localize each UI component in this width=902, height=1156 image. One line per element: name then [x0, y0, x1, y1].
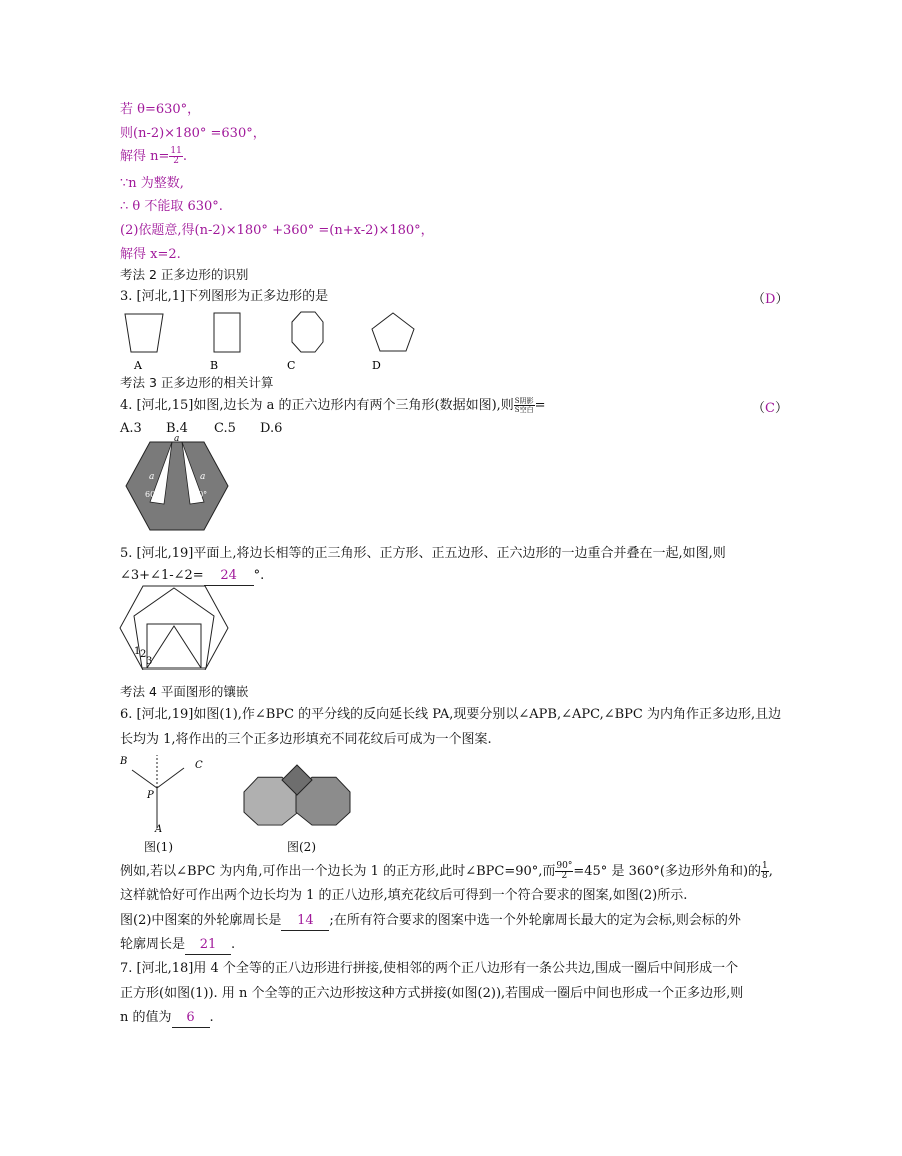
- solution-line-3: 解得 n= $\frac{11}{2}$ .: [120, 146, 187, 166]
- trapezoid-shape: [125, 314, 163, 352]
- shaded-hexagon: [126, 442, 228, 530]
- question-3-answer: （D）: [752, 292, 789, 307]
- question-4-answer: （C）: [752, 401, 788, 416]
- answer-blank-q6-1: 14: [281, 912, 329, 931]
- rectangle-shape: [214, 313, 240, 352]
- question-6-line-3: 例如,若以∠BPC 为内角,可作出一个边长为 1 的正方形,此时∠BPC=90°,而 $\frac{90^\circ}{2}$ =45° 是 360°(多边形外角和)的 $\frac{1}{8}$ ,: [120, 861, 773, 881]
- triangle-outline: [147, 626, 201, 668]
- solution-line-6: (2)依题意,得(n-2)×180° +360° =(n+x-2)×180°，: [120, 223, 434, 238]
- angle-label-2: 2: [140, 649, 147, 660]
- point-label-P: P: [147, 790, 154, 801]
- answer-blank-q5: 24: [204, 567, 254, 586]
- section-heading-3: 考法 3 正多边形的相关计算: [120, 375, 274, 390]
- question-6-line-4: 这样就恰好可作出两个边长均为 1 的正八边形,填充花纹后可得到一个符合要求的图案,如图(2)所示.: [120, 888, 688, 903]
- point-label-B: B: [120, 756, 128, 767]
- point-label-A: A: [155, 824, 163, 835]
- question-5-text: 5. [河北,19]平面上,将边长相等的正三角形、正方形、正五边形、正六边形的一边重合并叠在一起,如图,则: [120, 546, 726, 561]
- angle-label-right: 60°: [193, 490, 208, 499]
- label-A: A: [134, 359, 142, 372]
- q4-hexagon-figure: [124, 434, 230, 534]
- q5-polygons-figure: [118, 580, 230, 670]
- side-label-top: a: [174, 434, 180, 444]
- q6-figure-2-octagons: [242, 762, 354, 836]
- q6-figure-1-rays: [112, 750, 212, 835]
- angle-label-left: 60°: [145, 490, 160, 499]
- question-6-line-5: 图(2)中图案的外轮廓周长是 14 ;在所有符合要求的图案中选一个外轮廓周长最大的定为会标,则会标的外: [120, 912, 741, 931]
- solution-line-2: 则(n-2)×180° =630°，: [120, 126, 266, 141]
- section-heading-2: 考法 2 正多边形的识别: [120, 267, 249, 282]
- fraction-90-over-2: $\frac{90^\circ}{2}$: [556, 861, 573, 881]
- solution-line-1: 若 θ=630°，: [120, 102, 201, 117]
- option-B: B.4: [166, 421, 188, 436]
- angle-label-3: 3: [146, 656, 153, 667]
- square-outline: [147, 624, 201, 668]
- question-6-line-1: 6. [河北,19]如图(1),作∠BPC 的平分线的反向延长线 PA,现要分别以∠APB,∠APC,∠BPC 为内角作正多边形,且边: [120, 707, 782, 722]
- question-7-line-3: n 的值为 6 .: [120, 1009, 214, 1028]
- regular-pentagon-shape: [372, 313, 414, 351]
- question-6-line-2: 长均为 1,将作出的三个正多边形填充不同花纹后可成为一个图案.: [120, 732, 492, 747]
- question-7-line-2: 正方形(如图(1)). 用 n 个全等的正六边形按这种方式拼接(如图(2)),若围成一圈后中间也形成一个正多边形,则: [120, 986, 744, 1001]
- option-D: D.6: [260, 421, 283, 436]
- question-5-expression: ∠3+∠1-∠2= 24 °.: [120, 567, 264, 586]
- caption-figure-1: 图(1): [144, 840, 173, 854]
- caption-figure-2: 图(2): [287, 840, 316, 854]
- question-4-text: 4. [河北,15]如图,边长为 a 的正六边形内有两个三角形(数据如图),则 $\frac{\text{S阴影}}{\text{S空白}}$ =: [120, 397, 546, 414]
- option-A: A.3: [120, 421, 142, 436]
- answer-blank-q6-2: 21: [185, 936, 231, 955]
- section-heading-4: 考法 4 平面图形的镶嵌: [120, 684, 249, 699]
- fraction-11-2: $\frac{11}{2}$: [170, 146, 182, 166]
- option-C: C.5: [214, 421, 236, 436]
- irregular-octagon-shape: [292, 312, 323, 352]
- q3-shapes-figure: [118, 306, 428, 376]
- question-3-text: 3. [河北,1]下列图形为正多边形的是: [120, 289, 329, 304]
- question-6-line-6: 轮廓周长是 21 .: [120, 936, 235, 955]
- answer-blank-q7: 6: [172, 1009, 210, 1028]
- angle-label-1: 1: [134, 646, 141, 657]
- label-C: C: [287, 359, 296, 372]
- label-B: B: [210, 359, 219, 372]
- solution-line-4: ∵n 为整数,: [120, 176, 184, 191]
- side-label-left: a: [149, 472, 155, 482]
- fraction-1-over-8: $\frac{1}{8}$: [762, 861, 768, 881]
- point-label-C: C: [195, 760, 203, 771]
- solution-line-7: 解得 x=2.: [120, 247, 181, 262]
- fraction-shadow-over-blank: $\frac{\text{S阴影}}{\text{S空白}}$: [514, 397, 534, 414]
- label-D: D: [372, 359, 381, 372]
- question-7-line-1: 7. [河北,18]用 4 个全等的正八边形进行拼接,使相邻的两个正八边形有一条公共边,围成一圈后中间形成一个: [120, 961, 739, 976]
- side-label-right: a: [200, 472, 206, 482]
- solution-line-5: ∴ θ 不能取 630°.: [120, 199, 223, 214]
